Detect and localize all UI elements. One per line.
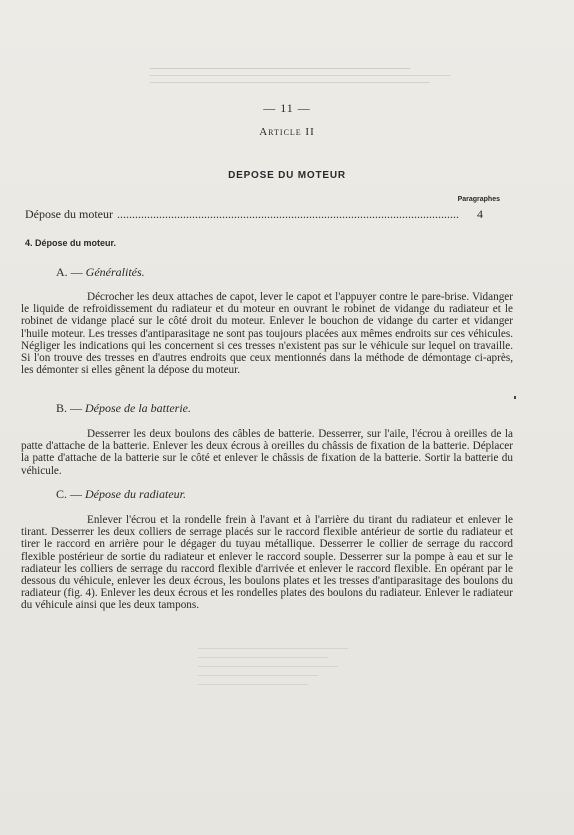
body-paragraph-b: Desserrer les deux boulons des câbles de batterie. Desserrer, sur l'aile, l'écrou à oreilles de la patte d'attache de la batterie. Enlever les deux écrous à oreilles du châssis de fixation de la batterie. Déplacer la patte d'attache de la batterie sur le côté et enlever le châssis de fixation de la batterie. Sortir la batterie du véhicule. bbox=[21, 428, 513, 477]
toc-entry-paragraph: 4 bbox=[477, 207, 483, 221]
subsection-title: Généralités. bbox=[85, 265, 145, 279]
body-paragraph-c: Enlever l'écrou et la rondelle frein à l'avant et à l'arrière du tirant du radiateur et enlever le tirant. Desserrer les deux colliers de serrage placés sur le raccord flexible antérieur de sortie du radiateur et tirer le raccord en arrière pour le dégager du tuyau métallique. Desserrer le collier de serrage du raccord flexible postérieur de sortie du radiateur et enlever le raccord souple. Desserrer sur la pompe à eau et sur le radiateur les colliers de serrage du raccord flexible d'arrivée et enlever le raccord flexible. En opérant par le dessous du véhicule, enlever les deux écrous, les boulons plates et les tresses d'antiparasitage des boulons du radiateur (fig. 4). Enlever les deux écrous et les rondelles plates des boulons du radiateur. Enlever le radiateur du véhicule ainsi que les deux tampons. bbox=[21, 514, 513, 612]
body-paragraph-a: Décrocher les deux attaches de capot, lever le capot et l'appuyer contre le pare-brise. Vidanger le liquide de refroidissement du radiateur et du moteur en ouvrant le robinet de vidange du radiateur et le robinet de vidange placé sur le côté droit du moteur. Enlever le bouchon de vidange du carter et vidanger l'huile moteur. Les tresses d'antiparasitage ne sont pas toujours placées aux mêmes endroits sur ces véhicules. Négliger les indications qui les concernent si ces tresses n'existent pas sur le véhicule sur lequel on travaille. Si l'on trouve des tresses en d'autres endroits que ceux mentionnés dans la méthode de démontage ci-après, les démonter si elles gênent la dépose du moteur. bbox=[21, 291, 513, 377]
subsection-letter: C. — bbox=[56, 487, 83, 501]
article-heading: Article II bbox=[259, 126, 315, 138]
paragraph-heading: 4. Dépose du moteur. bbox=[25, 238, 117, 248]
subsection-heading-b bbox=[56, 401, 191, 416]
toc-entry-label: Dépose du moteur bbox=[25, 207, 113, 221]
subsection-letter: B. — bbox=[56, 401, 83, 415]
subsection-letter: A. — bbox=[56, 265, 83, 279]
subsection-title: Dépose de la batterie. bbox=[85, 401, 191, 415]
subsection-heading-c bbox=[56, 487, 186, 502]
subsection-heading-a bbox=[56, 265, 145, 280]
toc-entry bbox=[25, 207, 483, 222]
page-number: — 11 — bbox=[263, 101, 311, 115]
toc-column-heading: Paragraphes bbox=[457, 196, 500, 203]
show-through-text-lower bbox=[198, 640, 348, 693]
section-title: DEPOSE DU MOTEUR bbox=[228, 170, 346, 181]
toc-leader-dots: .................................................................................................................. bbox=[116, 207, 459, 221]
show-through-text-top bbox=[150, 68, 450, 83]
margin-mark bbox=[514, 396, 516, 399]
subsection-title: Dépose du radiateur. bbox=[85, 487, 187, 501]
